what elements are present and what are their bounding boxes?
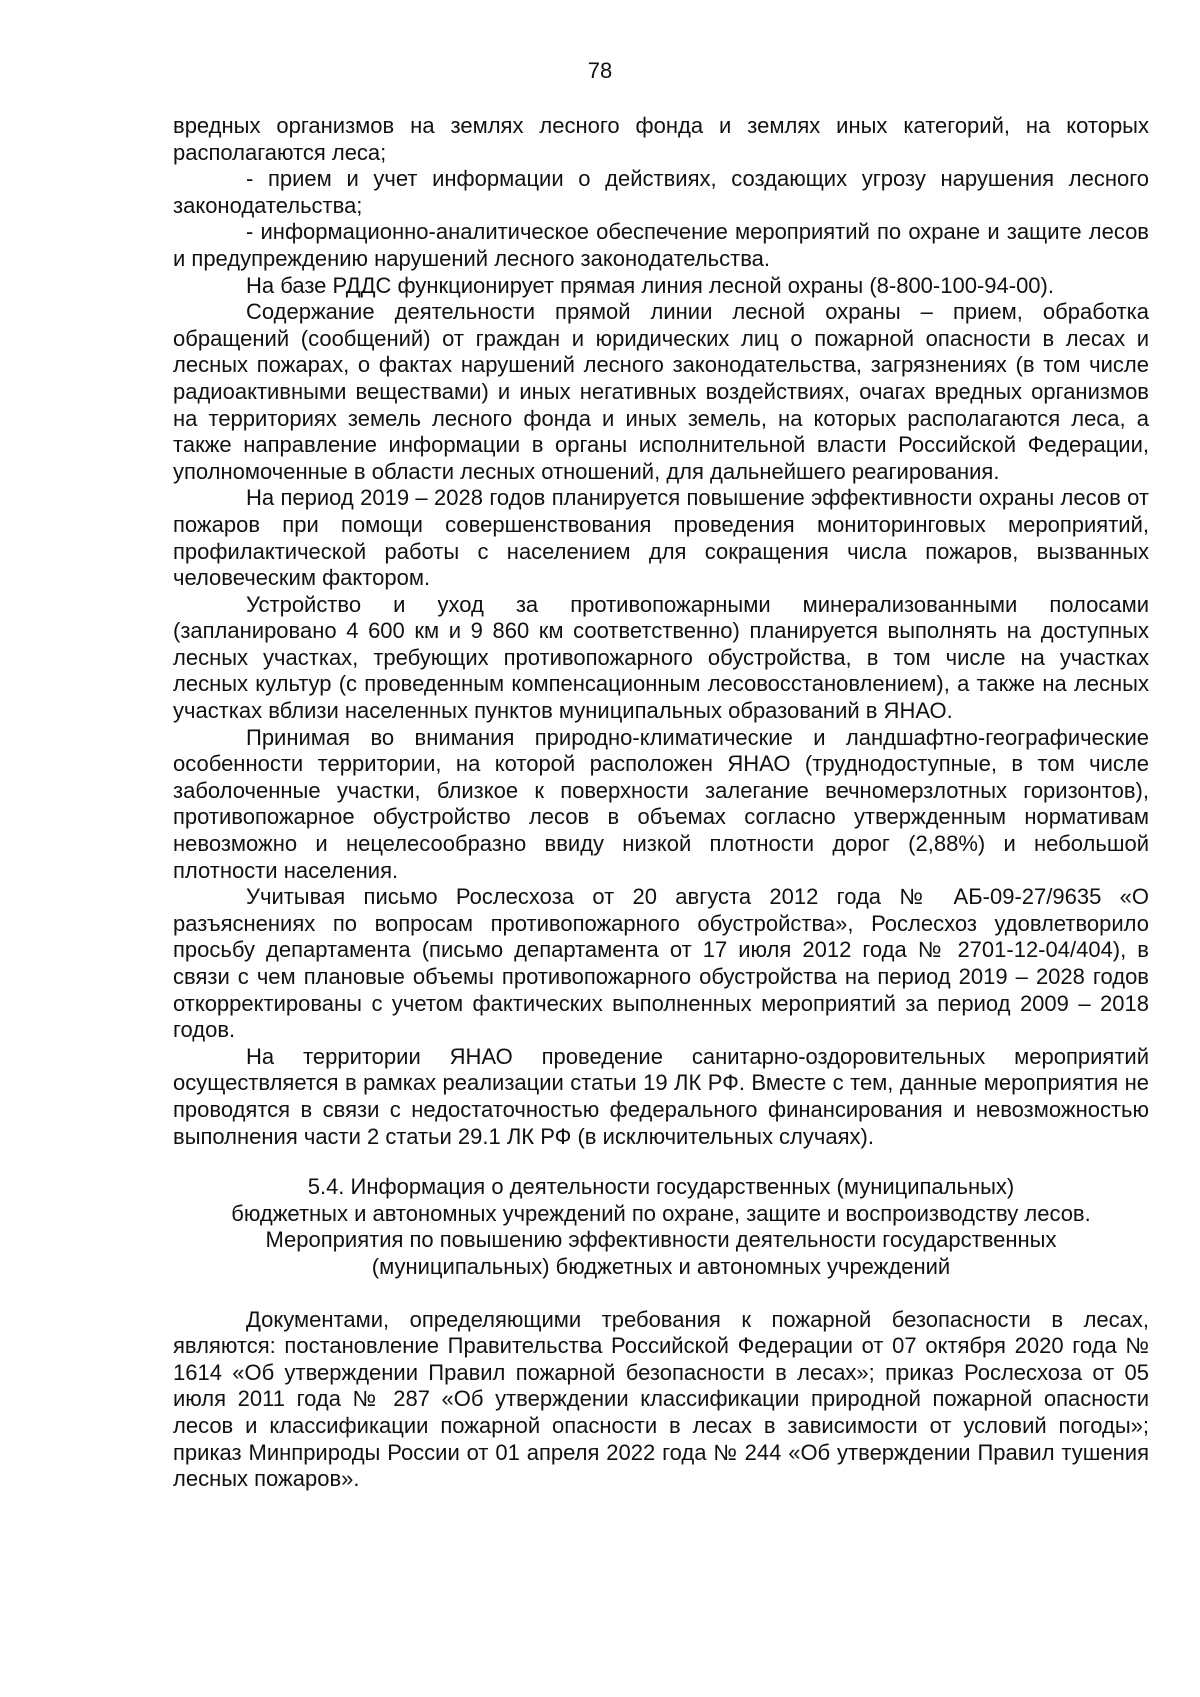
section-heading — [173, 1174, 1149, 1280]
paragraph-hotline: На базе РДДС функционирует прямая линия лесной охраны (8-800-100-94-00). — [246, 272, 1054, 298]
paragraph-climate-conditions: Принимая во внимания природно-климатические и ландшафтно-географические особенности территории, на которой расположен ЯНАО (труднодоступные, в том числе заболоченные участки, близкое к поверхности залегание вечномерзлотных горизонтов), противопожарное обустройство лесов в объемах согласно утвержденным нормативам невозможно и нецелесообразно ввиду низкой плотности дорог (2,88%) и небольшой плотности населения. — [173, 724, 1149, 883]
paragraph-firebreak-strips: Устройство и уход за противопожарными минерализованными полосами (запланировано 4 600 км и 9 860 км соответственно) планируется выполнять на доступных лесных участках, требующих противопожарного обустройства, в том числе на участках лесных культур (с проведенным компенсационным лесовосстановлением), а также на лесных участках вблизи населенных пунктов муниципальных образований в ЯНАО. — [173, 591, 1149, 724]
paragraph-sanitary-measures: На территории ЯНАО проведение санитарно-оздоровительных мероприятий осуществляется в рамках реализации статьи 19 ЛК РФ. Вместе с тем, данные мероприятия не проводятся в связи с недостаточностью федерального финансирования и невозможностью выполнения части 2 статьи 29.1 ЛК РФ (в исключительных случаях). — [173, 1043, 1149, 1149]
page-number: 78 — [587, 58, 613, 83]
paragraph-fire-safety-documents: Документами, определяющими требования к пожарной безопасности в лесах, являются: постановление Правительства Российской Федерации от 07 октября 2020 года № 1614 «Об утверждении Правил пожарной безопасности в лесах»; приказ Рослесхоза от 05 июля 2011 года № 287 «Об утверждении классификации природной пожарной опасности лесов и классификации пожарной опасности в лесах в зависимости от условий погоды»; приказ Минприроды России от 01 апреля 2022 года № 244 «Об утверждении Правил тушения лесных пожаров». — [173, 1306, 1149, 1492]
paragraph-rosleskhoz-letter: Учитывая письмо Рослесхоза от 20 августа 2012 года № АБ-09-27/9635 «О разъяснениях по вопросам противопожарного обустройства», Рослесхоз удовлетворило просьбу департамента (письмо департамента от 17 июля 2012 года № 2701-12-04/404), в связи с чем плановые объемы противопожарного обустройства на период 2019 – 2028 годов откорректированы с учетом фактических выполненных мероприятий за период 2009 – 2018 годов. — [173, 884, 1149, 1043]
paragraph-list-item-analytics: - информационно-аналитическое обеспечение мероприятий по охране и защите лесов и предупреждению нарушений лесного законодательства. — [173, 219, 1149, 271]
section-heading-line: бюджетных и автономных учреждений по охране, защите и воспроизводству лесов. — [231, 1200, 1091, 1226]
paragraph-list-continuation: вредных организмов на землях лесного фонда и землях иных категорий, на которых располагаются леса; — [173, 113, 1149, 165]
paragraph-fire-protection-plan: На период 2019 – 2028 годов планируется повышение эффективности охраны лесов от пожаров при помощи совершенствования проведения мониторинговых мероприятий, профилактической работы с населением для сокращения числа пожаров, вызванных человеческим фактором. — [173, 485, 1149, 591]
paragraph-hotline-activity: Содержание деятельности прямой линии лесной охраны – прием, обработка обращений (сообщений) от граждан и юридических лиц о пожарной опасности в лесах и лесных пожарах, о фактах нарушений лесного законодательства, загрязнениях (в том числе радиоактивными веществами) и иных негативных воздействиях, очагах вредных организмов на территориях земель лесного фонда и иных земель, на которых располагаются леса, а также направление информации в органы исполнительной власти Российской Федерации, уполномоченные в области лесных отношений, для дальнейшего реагирования. — [173, 299, 1149, 484]
section-heading-line: Мероприятия по повышению эффективности деятельности государственных — [265, 1227, 1057, 1253]
section-heading-line: (муниципальных) бюджетных и автономных учреждений — [371, 1253, 951, 1279]
paragraph-list-item-information-intake: - прием и учет информации о действиях, создающих угрозу нарушения лесного законодательства; — [173, 166, 1149, 218]
section-heading-line: 5.4. Информация о деятельности государственных (муниципальных) — [307, 1174, 1015, 1200]
page-content — [173, 113, 1149, 1493]
